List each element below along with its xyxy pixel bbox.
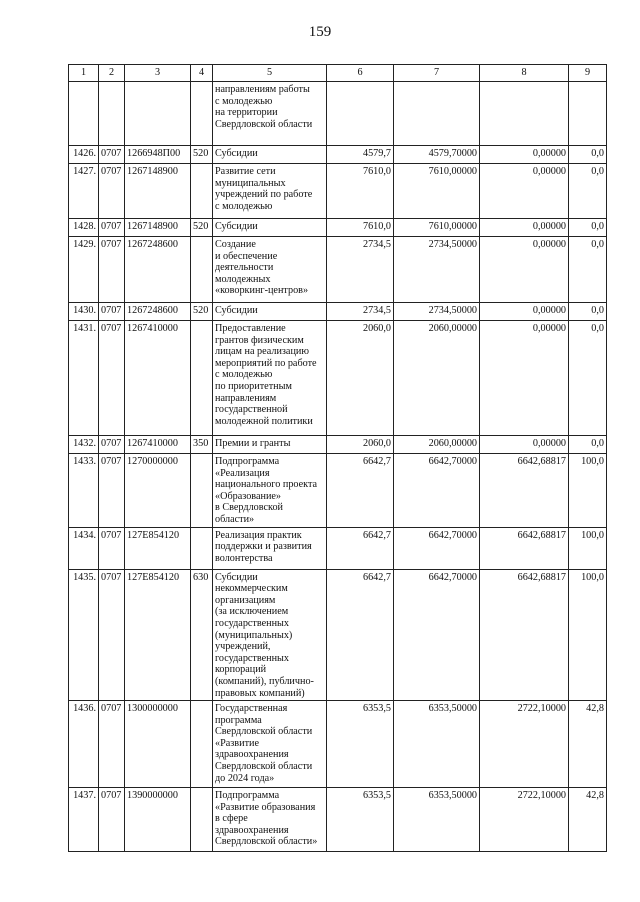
target-article-code [125,82,191,146]
expense-type-code: 630 [191,569,213,701]
section-code: 0707 [99,146,125,164]
section-code: 0707 [99,219,125,237]
expense-type-code [191,701,213,788]
value-col-8: 6642,68817 [480,454,569,528]
value-col-8: 6642,68817 [480,569,569,701]
value-col-9: 42,8 [569,701,607,788]
item-name: Государственная программа Свердловской области «Развитие здравоохранения Свердловской области до 2024 года» [213,701,327,788]
value-col-7: 6353,50000 [394,701,480,788]
row-number: 1432. [69,436,99,454]
value-col-8: 2722,10000 [480,701,569,788]
column-header-1: 1 [69,65,99,82]
value-col-6: 6353,5 [327,701,394,788]
value-col-6: 7610,0 [327,164,394,219]
target-article-code: 1390000000 [125,788,191,852]
value-col-8: 0,00000 [480,436,569,454]
section-code [99,82,125,146]
expense-type-code: 350 [191,436,213,454]
column-header-2: 2 [99,65,125,82]
expense-type-code [191,527,213,569]
row-number: 1430. [69,303,99,321]
value-col-6: 2734,5 [327,237,394,303]
table-row [69,436,607,454]
value-col-9: 0,0 [569,436,607,454]
value-col-7: 4579,70000 [394,146,480,164]
value-col-9: 100,0 [569,454,607,528]
value-col-8: 0,00000 [480,237,569,303]
section-code: 0707 [99,701,125,788]
row-number: 1436. [69,701,99,788]
item-name: Субсидии [213,219,327,237]
table-row [69,454,607,528]
row-number: 1437. [69,788,99,852]
value-col-9: 100,0 [569,527,607,569]
page-number: 159 [308,24,332,40]
row-number: 1427. [69,164,99,219]
value-col-7: 2060,00000 [394,436,480,454]
value-col-9: 0,0 [569,146,607,164]
value-col-6: 2060,0 [327,436,394,454]
section-code: 0707 [99,164,125,219]
column-header-6: 6 [327,65,394,82]
table-row [69,527,607,569]
row-number: 1434. [69,527,99,569]
column-header-3: 3 [125,65,191,82]
row-number: 1429. [69,237,99,303]
section-code: 0707 [99,788,125,852]
budget-table [68,64,607,852]
row-number: 1435. [69,569,99,701]
row-number: 1426. [69,146,99,164]
section-code: 0707 [99,436,125,454]
value-col-6: 2060,0 [327,321,394,436]
value-col-7: 6642,70000 [394,454,480,528]
target-article-code: 1266948П00 [125,146,191,164]
value-col-6: 6353,5 [327,788,394,852]
table-row [69,303,607,321]
column-header-7: 7 [394,65,480,82]
table-row [69,788,607,852]
row-number: 1433. [69,454,99,528]
value-col-7: 6642,70000 [394,569,480,701]
expense-type-code: 520 [191,146,213,164]
value-col-8: 6642,68817 [480,527,569,569]
value-col-6 [327,82,394,146]
expense-type-code [191,788,213,852]
value-col-9: 0,0 [569,321,607,436]
value-col-9: 42,8 [569,788,607,852]
value-col-8: 0,00000 [480,321,569,436]
value-col-9: 0,0 [569,164,607,219]
value-col-8: 0,00000 [480,164,569,219]
value-col-8 [480,82,569,146]
row-number: 1431. [69,321,99,436]
value-col-7: 6642,70000 [394,527,480,569]
item-name: Развитие сети муниципальных учреждений по работе с молодежью [213,164,327,219]
target-article-code: 127Е854120 [125,527,191,569]
expense-type-code [191,321,213,436]
section-code: 0707 [99,237,125,303]
section-code: 0707 [99,321,125,436]
column-header-5: 5 [213,65,327,82]
value-col-9 [569,82,607,146]
table-row [69,569,607,701]
value-col-7: 2734,50000 [394,237,480,303]
value-col-8: 2722,10000 [480,788,569,852]
target-article-code: 1267248600 [125,303,191,321]
target-article-code: 1270000000 [125,454,191,528]
expense-type-code: 520 [191,219,213,237]
expense-type-code [191,82,213,146]
target-article-code: 1267248600 [125,237,191,303]
section-code: 0707 [99,303,125,321]
value-col-6: 6642,7 [327,454,394,528]
value-col-6: 7610,0 [327,219,394,237]
value-col-9: 0,0 [569,303,607,321]
item-name: Субсидии некоммерческим организациям (за исключением государственных (муниципальных) учреждений, государственных корпораций (компаний), публично- правовых компаний) [213,569,327,701]
item-name: Предоставление грантов физическим лицам на реализацию мероприятий по работе с молодежью по приоритетным направлениям государственной молодежной политики [213,321,327,436]
value-col-7: 2734,50000 [394,303,480,321]
expense-type-code [191,454,213,528]
section-code: 0707 [99,454,125,528]
item-name: Субсидии [213,303,327,321]
item-name: Подпрограмма «Реализация национального проекта «Образование» в Свердловской области» [213,454,327,528]
table-header [69,65,607,82]
value-col-8: 0,00000 [480,303,569,321]
value-col-6: 6642,7 [327,527,394,569]
table-row [69,82,607,146]
header-row [69,65,607,82]
target-article-code: 1267148900 [125,164,191,219]
target-article-code: 1267410000 [125,321,191,436]
expense-type-code: 520 [191,303,213,321]
value-col-9: 0,0 [569,219,607,237]
row-number: 1428. [69,219,99,237]
table-row [69,164,607,219]
section-code: 0707 [99,569,125,701]
target-article-code: 127Е854120 [125,569,191,701]
item-name: Реализация практик поддержки и развития волонтерства [213,527,327,569]
value-col-7: 7610,00000 [394,164,480,219]
value-col-6: 2734,5 [327,303,394,321]
item-name: Подпрограмма «Развитие образования в сфере здравоохранения Свердловской области» [213,788,327,852]
item-name: Субсидии [213,146,327,164]
target-article-code: 1267410000 [125,436,191,454]
table-row [69,146,607,164]
column-header-8: 8 [480,65,569,82]
value-col-7 [394,82,480,146]
value-col-9: 100,0 [569,569,607,701]
row-number [69,82,99,146]
target-article-code: 1267148900 [125,219,191,237]
value-col-6: 4579,7 [327,146,394,164]
value-col-7: 7610,00000 [394,219,480,237]
column-header-4: 4 [191,65,213,82]
value-col-7: 2060,00000 [394,321,480,436]
target-article-code: 1300000000 [125,701,191,788]
table-row [69,237,607,303]
table-row [69,321,607,436]
value-col-8: 0,00000 [480,146,569,164]
section-code: 0707 [99,527,125,569]
column-header-9: 9 [569,65,607,82]
item-name: Создание и обеспечение деятельности молодежных «коворкинг-центров» [213,237,327,303]
value-col-6: 6642,7 [327,569,394,701]
expense-type-code [191,237,213,303]
table-row [69,701,607,788]
item-name: Премии и гранты [213,436,327,454]
table-row [69,219,607,237]
table-body [69,82,607,852]
item-name: направлениям работы с молодежью на территории Свердловской области [213,82,327,146]
value-col-7: 6353,50000 [394,788,480,852]
value-col-8: 0,00000 [480,219,569,237]
value-col-9: 0,0 [569,237,607,303]
expense-type-code [191,164,213,219]
